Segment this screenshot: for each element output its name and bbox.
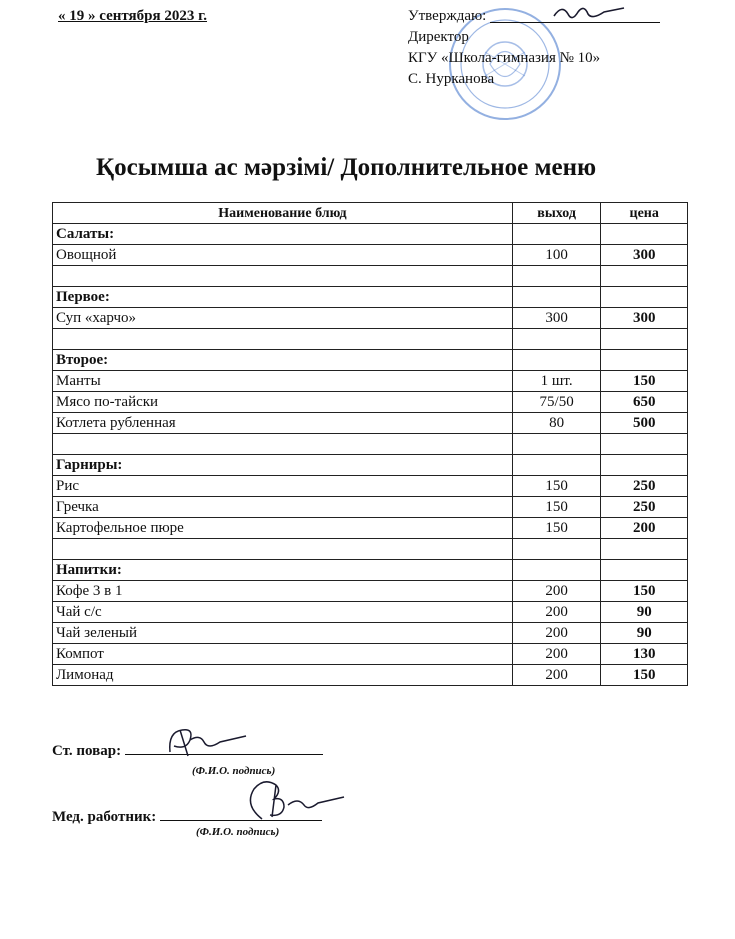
menu-category-row [53,287,688,308]
document-date: « 19 » сентября 2023 г. [58,8,208,24]
menu-spacer-row [53,266,688,287]
dish-name-cell: Картофельное пюре [53,518,513,539]
menu-item-row [53,581,688,602]
dish-output-cell: 200 [512,602,601,623]
dish-name-cell: Компот [53,644,513,665]
dish-price-cell [601,455,688,476]
cook-caption: (Ф.И.О. подпись) [192,765,276,777]
dish-name-cell [53,329,513,350]
dish-output-cell: 200 [512,581,601,602]
menu-category-row [53,455,688,476]
dish-price-cell [601,287,688,308]
dish-price-cell: 250 [601,497,688,518]
col-name-header: Наименование блюд [53,203,513,224]
dish-name-cell: Суп «харчо» [53,308,513,329]
dish-price-cell: 150 [601,371,688,392]
page-title: Қосымша ас мәрзімі/ Дополнительное меню [96,154,597,181]
menu-category-row [53,560,688,581]
dish-name-cell: Манты [53,371,513,392]
dish-output-cell: 200 [512,623,601,644]
dish-output-cell: 75/50 [512,392,601,413]
menu-item-row [53,497,688,518]
dish-name-cell: Овощной [53,245,513,266]
menu-item-row [53,371,688,392]
menu-item-row [53,602,688,623]
dish-name-cell: Салаты: [53,224,513,245]
dish-price-cell: 300 [601,308,688,329]
col-output-header: выход [512,203,601,224]
menu-category-row [53,224,688,245]
dish-name-cell: Напитки: [53,560,513,581]
dish-name-cell: Рис [53,476,513,497]
dish-price-cell: 90 [601,623,688,644]
menu-item-row [53,476,688,497]
dish-output-cell [512,350,601,371]
dish-price-cell: 150 [601,581,688,602]
menu-table [52,202,688,686]
dish-name-cell: Кофе 3 в 1 [53,581,513,602]
dish-output-cell: 100 [512,245,601,266]
director-signature-icon [548,2,628,24]
dish-price-cell: 300 [601,245,688,266]
menu-item-row [53,245,688,266]
approve-person: С. Нурканова [408,71,495,87]
dish-price-cell [601,266,688,287]
cook-signature-icon [160,722,250,762]
approve-position: Директор [408,29,469,45]
dish-price-cell [601,350,688,371]
menu-spacer-row [53,434,688,455]
menu-item-row [53,518,688,539]
dish-name-cell: Лимонад [53,665,513,686]
dish-output-cell: 200 [512,665,601,686]
medic-signature-icon [232,775,352,825]
cook-label: Ст. повар: [52,743,122,759]
dish-output-cell [512,224,601,245]
dish-output-cell [512,539,601,560]
menu-item-row [53,413,688,434]
dish-price-cell [601,434,688,455]
dish-price-cell: 200 [601,518,688,539]
dish-name-cell: Гарниры: [53,455,513,476]
dish-output-cell: 150 [512,518,601,539]
menu-item-row [53,392,688,413]
dish-name-cell: Чай с/с [53,602,513,623]
dish-output-cell [512,434,601,455]
dish-name-cell: Котлета рубленная [53,413,513,434]
medic-caption: (Ф.И.О. подпись) [196,826,280,838]
dish-output-cell: 150 [512,497,601,518]
dish-output-cell [512,455,601,476]
dish-output-cell: 80 [512,413,601,434]
menu-item-row [53,644,688,665]
dish-price-cell: 90 [601,602,688,623]
dish-price-cell [601,560,688,581]
dish-output-cell [512,266,601,287]
dish-output-cell [512,329,601,350]
menu-item-row [53,665,688,686]
approve-organization: КГУ «Школа-гимназия № 10» [408,50,601,66]
dish-output-cell: 150 [512,476,601,497]
dish-output-cell [512,287,601,308]
dish-output-cell: 1 шт. [512,371,601,392]
dish-output-cell: 200 [512,644,601,665]
dish-name-cell [53,266,513,287]
menu-item-row [53,308,688,329]
medic-label: Мед. работник: [52,809,157,825]
menu-spacer-row [53,329,688,350]
menu-spacer-row [53,539,688,560]
dish-output-cell [512,560,601,581]
menu-item-row [53,623,688,644]
dish-name-cell: Чай зеленый [53,623,513,644]
menu-category-row [53,350,688,371]
dish-price-cell: 130 [601,644,688,665]
col-price-header: цена [601,203,688,224]
dish-price-cell: 500 [601,413,688,434]
dish-output-cell: 300 [512,308,601,329]
dish-name-cell: Гречка [53,497,513,518]
dish-price-cell: 250 [601,476,688,497]
dish-name-cell: Второе: [53,350,513,371]
dish-name-cell: Первое: [53,287,513,308]
approve-label: Утверждаю: [408,8,487,24]
dish-price-cell [601,224,688,245]
dish-name-cell: Мясо по-тайски [53,392,513,413]
dish-price-cell [601,329,688,350]
dish-price-cell: 650 [601,392,688,413]
dish-name-cell [53,539,513,560]
dish-price-cell: 150 [601,665,688,686]
dish-price-cell [601,539,688,560]
dish-name-cell [53,434,513,455]
